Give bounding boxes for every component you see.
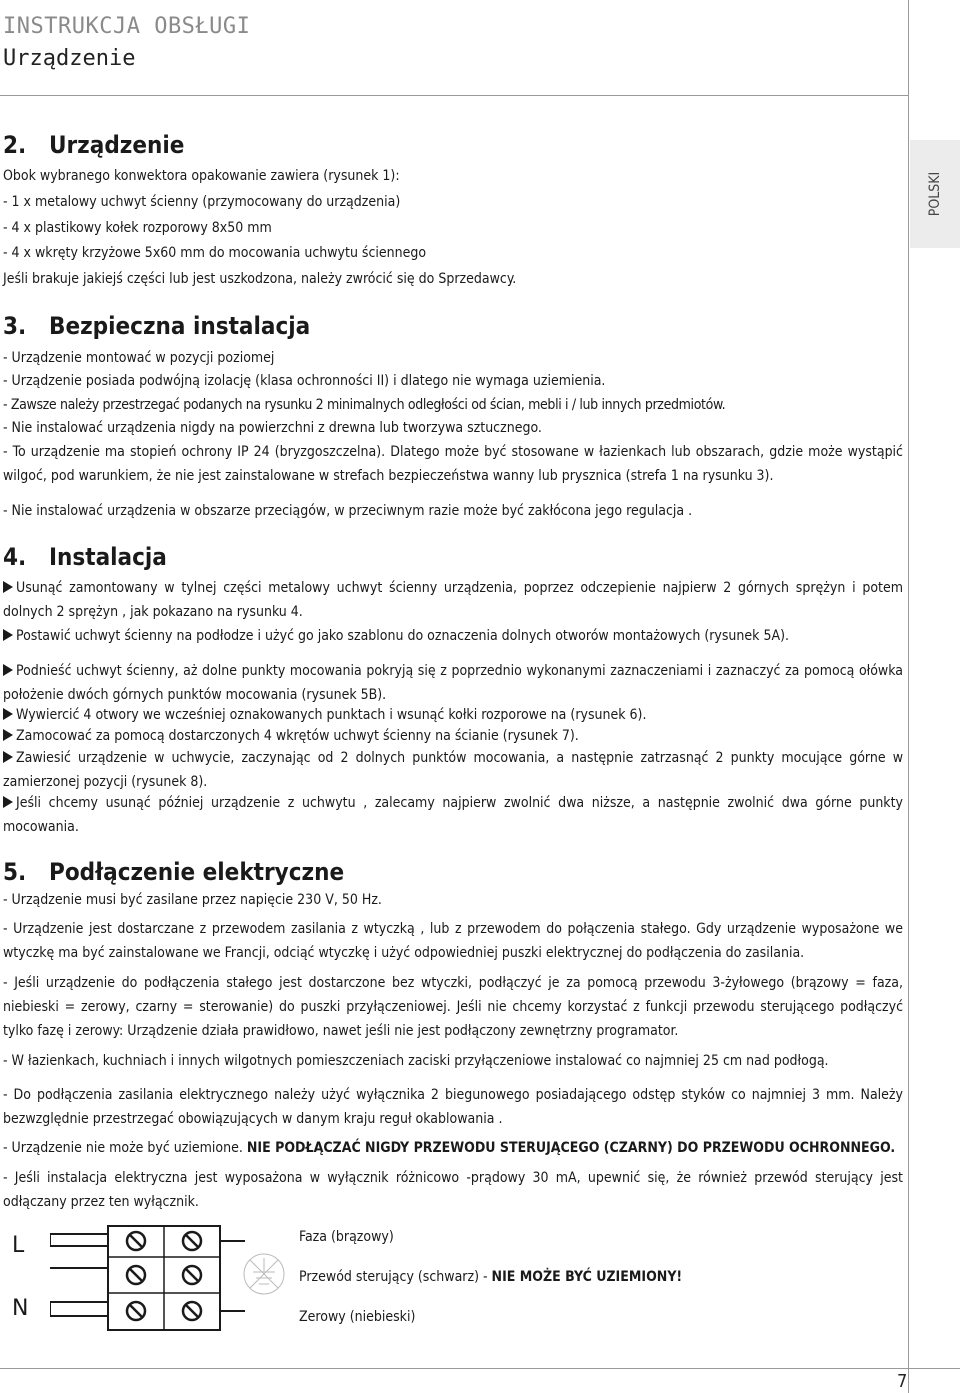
- section-3-number: 3.: [3, 312, 27, 340]
- electric-para-7: - Jeśli instalacja elektryczna jest wyposażona w wyłącznik różnicowo -prądowy 30 mA, upewnić się, że również przewód sterujący jest odłączany przez ten wyłącznik.: [3, 1170, 903, 1210]
- language-tab-label: POLSKI: [927, 171, 943, 217]
- section-2-intro: Obok wybranego konwektora opakowanie zawiera (rysunek 1):: [3, 168, 400, 184]
- section-2-heading: [3, 131, 184, 159]
- safety-line-1: - Urządzenie montować w pozycji poziomej: [3, 350, 275, 366]
- section-2-title: Urządzenie: [49, 131, 185, 159]
- output-wires: [220, 1241, 245, 1311]
- bullet-arrow-icon: [3, 664, 13, 676]
- install-step-3: Podnieść uchwyt ścienny, aż dolne punkty mocowania pokryją się z poprzednio wykonanymi zaznaczeniami i zaznaczyć za pomocą ołówka położenie dwóch górnych punktów mocowania (rysunek 5B).: [3, 663, 903, 703]
- install-step-1: Usunąć zamontowany w tylnej części metalowy uchwyt ścienny urządzenia, poprzez odczepienie najpierw 2 górnych sprężyn i potem dolnych 2 sprężyn , jak pokazano na rysunku 4.: [3, 580, 903, 620]
- bullet-arrow-icon: [3, 751, 13, 763]
- install-step-7: Jeśli chcemy usunąć później urządzenie z uchwytu , zalecamy najpierw zwolnić dwa niższe, a następnie zwolnić dwa górne punkty mocowania.: [3, 795, 903, 835]
- section-3-heading: [3, 312, 310, 340]
- bullet-arrow-icon: [3, 581, 13, 593]
- package-item-1: - 1 x metalowy uchwyt ścienny (przymocowany do urządzenia): [3, 194, 401, 210]
- missing-parts-note: Jeśli brakuje jakiejś części lub jest uszkodzona, należy zwrócić się do Sprzedawcy.: [3, 271, 517, 287]
- header-divider: [0, 95, 908, 96]
- supply-wires: [50, 1234, 108, 1316]
- section-2-number: 2.: [3, 131, 27, 159]
- manual-subtitle: Urządzenie: [3, 46, 136, 71]
- install-step-2: Postawić uchwyt ścienny na podłodze i użyć go jako szablonu do oznaczenia dolnych otworów montażowych (rysunek 5A).: [3, 624, 789, 648]
- footer-divider: [0, 1368, 960, 1369]
- install-step-4: Wywiercić 4 otwory we wcześniej oznakowanych punktach i wsunąć kołki rozporowe na (rysunek 6).: [3, 703, 646, 727]
- electric-para-2: - Urządzenie jest dostarczane z przewodem zasilania z wtyczką , lub z przewodem do połączenia stałego. Gdy urządzenie wyposażone we wtyczkę ma być zainstalowane we Francji, odciąć wtyczkę i użyć odpowiedniej puszki elektrycznej do podłączenia do zasilania.: [3, 921, 903, 961]
- electric-para-6: - Urządzenie nie może być uziemione. NIE PODŁĄCZAĆ NIGDY PRZEWODU STERUJĄCEGO (CZARNY) DO PRZEWODU OCHRONNEGO.: [3, 1140, 896, 1156]
- package-item-3: - 4 x wkręty krzyżowe 5x60 mm do mocowania uchwytu ściennego: [3, 245, 427, 261]
- terminal-block-diagram: [50, 1222, 300, 1334]
- terminal-block: [108, 1226, 220, 1330]
- bullet-arrow-icon: [3, 708, 13, 720]
- section-3-title: Bezpieczna instalacja: [49, 312, 311, 340]
- terminal-label-L: L: [12, 1233, 25, 1258]
- section-4-number: 4.: [3, 543, 27, 571]
- package-item-2: - 4 x plastikowy kołek rozporowy 8x50 mm: [3, 220, 272, 236]
- safety-line-5: - To urządzenie ma stopień ochrony IP 24 (bryzgoszczelna). Dlatego może być stosowane w łazienkach lub obszarach, gdzie może wystąpić wilgoć, pod warunkiem, że nie jest zainstalowane w strefach bezpieczeństwa wanny lub prysznica (strefa 1 na rysunku 3).: [3, 444, 903, 484]
- safety-line-4: - Nie instalować urządzenia nigdy na powierzchni z drewna lub tworzywa sztucznego.: [3, 420, 542, 436]
- legend-neutral: Zerowy (niebieski): [299, 1309, 416, 1325]
- manual-title: INSTRUKCJA OBSŁUGI: [3, 14, 251, 39]
- section-5-heading: [3, 858, 344, 886]
- electric-para-4: - W łazienkach, kuchniach i innych wilgotnych pomieszczeniach zaciski przyłączeniowe instalować co najmniej 25 cm nad podłogą.: [3, 1053, 829, 1069]
- bullet-arrow-icon: [3, 729, 13, 741]
- page-number: 7: [897, 1371, 908, 1392]
- right-margin-line: [908, 0, 909, 1393]
- legend-control-warning: NIE MOŻE BYĆ UZIEMIONY!: [491, 1269, 683, 1285]
- bullet-arrow-icon: [3, 629, 13, 641]
- section-4-heading: [3, 543, 167, 571]
- legend-phase: Faza (brązowy): [299, 1229, 394, 1245]
- install-step-6: Zawiesić urządzenie w uchwycie, zaczynając od 2 dolnych punktów mocowania, a następnie zatrzasnąć 2 punkty mocujące górne w zamierzonej pozycji (rysunek 8).: [3, 750, 903, 790]
- electric-para-3: - Jeśli urządzenie do podłączenia stałego jest dostarczone bez wtyczki, podłączyć je za pomocą przewodu 3-żyłowego (brązowy = faza, niebieski = zerowy, czarny = sterowanie) do puszki przyłączeniowej. Jeśli nie chcemy korzystać z funkcji przewodu sterującego podłączyć tylko fazę i zerowy: Urządzenie działa prawidłowo, nawet jeśli nie jest podłączony zewnętrzny programator.: [3, 975, 903, 1039]
- bullet-arrow-icon: [3, 796, 13, 808]
- safety-line-6: - Nie instalować urządzenia w obszarze przeciągów, w przeciwnym razie może być zakłócona jego regulacja .: [3, 503, 693, 519]
- legend-control-wire: Przewód sterujący (schwarz) - NIE MOŻE BYĆ UZIEMIONY!: [299, 1269, 683, 1285]
- electric-para-5: - Do podłączenia zasilania elektrycznego należy użyć wyłącznika 2 biegunowego posiadającego odstęp styków co najmniej 3 mm. Należy bezwzględnie przestrzegać obowiązujących w danym kraju reguł okablowania .: [3, 1087, 903, 1127]
- section-5-number: 5.: [3, 858, 27, 886]
- terminal-label-N: N: [12, 1296, 29, 1321]
- section-5-title: Podłączenie elektryczne: [49, 858, 345, 886]
- no-earth-icon: [244, 1254, 284, 1294]
- install-step-5: Zamocować za pomocą dostarczonych 4 wkrętów uchwyt ścienny na ścianie (rysunek 7).: [3, 724, 579, 748]
- safety-line-3: - Zawsze należy przestrzegać podanych na rysunku 2 minimalnych odległości od ścian, mebli i / lub innych przedmiotów.: [3, 397, 726, 413]
- safety-line-2: - Urządzenie posiada podwójną izolację (klasa ochronności II) i dlatego nie wymaga uziemienia.: [3, 373, 606, 389]
- section-4-title: Instalacja: [49, 543, 167, 571]
- control-wire-warning: NIE PODŁĄCZAĆ NIGDY PRZEWODU STERUJĄCEGO (CZARNY) DO PRZEWODU OCHRONNEGO.: [246, 1140, 896, 1156]
- language-tab: [910, 140, 960, 248]
- electric-para-1: - Urządzenie musi być zasilane przez napięcie 230 V, 50 Hz.: [3, 892, 382, 908]
